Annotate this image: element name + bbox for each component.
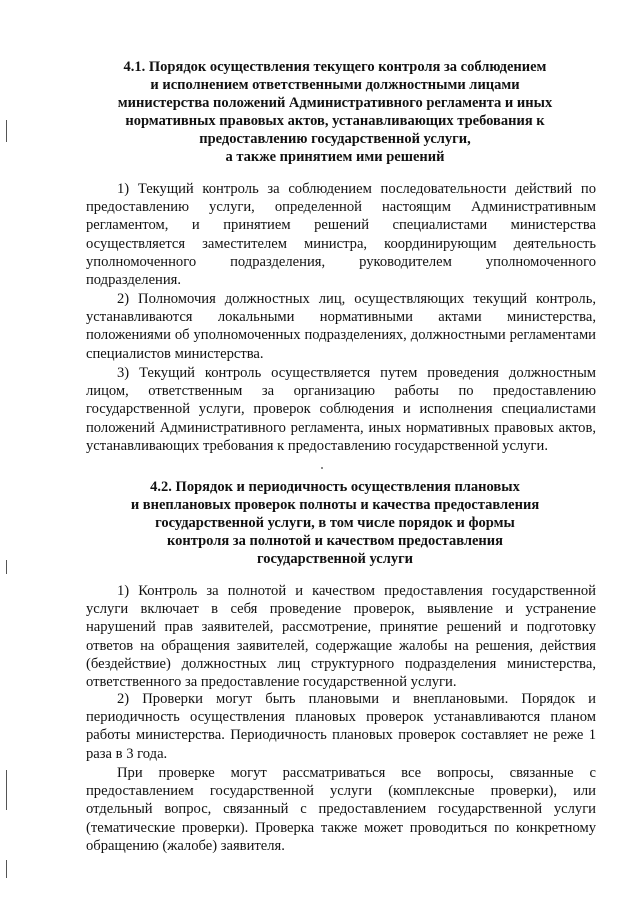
section-4-2-paragraph-3: При проверке могут рассматриваться все вопросы, связанные с предоставлением государственной услуги (комплексные проверки), или отдельный вопрос, связанный с предоставлением государственной услуги (тематические проверки). Проверка также может проводиться по конкретному обращению (жалобе) заявителя. (86, 765, 596, 854)
section-4-2-paragraph-1: 1) Контроль за полнотой и качеством предоставления государственной услуги включает в себя проведение проверок, выявление и устранение нарушений прав заявителей, рассмотрение, принятие решений и подготовку ответов на обращения заявителей, содержащие жалобы на решения, действия (бездействие) должностных лиц структурного подразделения министерства, ответственного за предоставление государственной услуги. (86, 583, 596, 691)
scan-artifact (6, 560, 7, 574)
section-4-2-heading (80, 478, 590, 568)
heading-line: государственной услуги, в том числе порядок и формы (155, 515, 515, 531)
section-4-1-heading (80, 58, 590, 166)
section-4-1-paragraph-2: 2) Полномочия должностных лиц, осуществляющих текущий контроль, устанавливаются локальными нормативными актами министерства, положениями об уполномоченных подразделениях, должностными регламентами специалистов министерства. (86, 291, 596, 362)
section-4-1-paragraph-3: 3) Текущий контроль осуществляется путем проведения должностным лицом, ответственным за организацию работы по предоставлению государственной услуги, проверок соблюдения и исполнения специалистами положений Административного регламента, иных нормативных правовых актов, устанавливающих требования к предоставлению государственной услуги. (86, 365, 596, 454)
section-4-1-paragraph-1: 1) Текущий контроль за соблюдением последовательности действий по предоставлению услуги, определенной настоящим Административным регламентом, и принятием решений специалистами министерства осуществляется заместителем министра, координирующим деятельность уполномоченного подразделения, руководителем уполномоченного подразделения. (86, 181, 596, 289)
heading-line: а также принятием ими решений (225, 149, 445, 165)
scan-artifact (6, 770, 7, 810)
heading-line: предоставлению государственной услуги, (199, 131, 471, 147)
scan-artifact (6, 120, 7, 142)
heading-line: государственной услуги (256, 551, 414, 567)
heading-line: и внеплановых проверок полноты и качества предоставления (130, 497, 540, 513)
heading-line: нормативных правовых актов, устанавливающих требования к (125, 113, 545, 129)
heading-line: контроля за полнотой и качеством предоставления (167, 533, 503, 549)
scan-artifact (6, 860, 7, 878)
scan-speck (321, 467, 323, 469)
heading-line: министерства положений Административного регламента и иных (117, 95, 553, 111)
heading-line: 4.2. Порядок и периодичность осуществления плановых (150, 479, 520, 495)
section-4-2-paragraph-2: 2) Проверки могут быть плановыми и внеплановыми. Порядок и периодичность осуществления плановых проверок устанавливаются планом работы министерства. Периодичность плановых проверок составляет не реже 1 раза в 3 года. (86, 691, 596, 762)
heading-line: 4.1. Порядок осуществления текущего контроля за соблюдением (123, 59, 547, 75)
heading-line: и исполнением ответственными должностными лицами (150, 77, 520, 93)
